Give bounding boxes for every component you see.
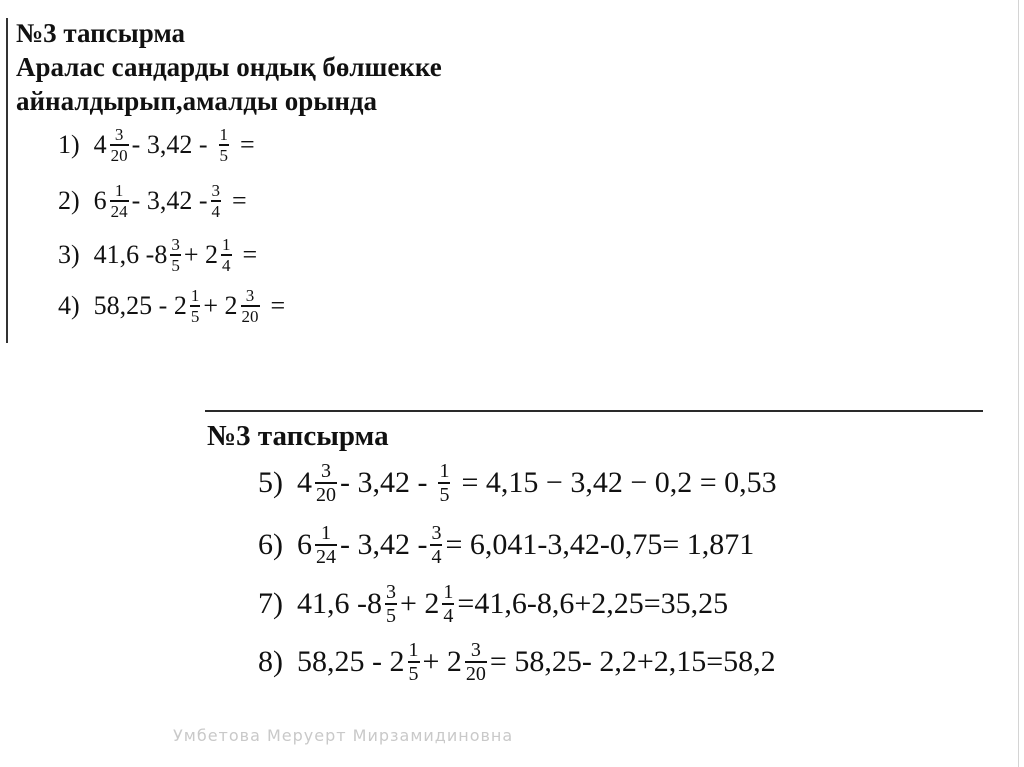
- fraction-numerator: 3: [321, 460, 331, 482]
- fraction-numerator: 3: [211, 181, 220, 200]
- problem-term: + 2: [422, 644, 462, 678]
- problem-index: 7): [258, 586, 283, 620]
- fraction: [315, 461, 337, 505]
- answer-computation: = 4,15 − 3,42 − 0,2 = 0,53: [461, 465, 777, 499]
- fraction: [190, 287, 201, 325]
- problem-term: 41,6 -8: [93, 239, 168, 269]
- fraction: [110, 126, 129, 164]
- fraction-denominator: 20: [465, 662, 486, 685]
- fraction-denominator: 5: [171, 255, 180, 275]
- problem-index: 5): [258, 465, 283, 499]
- fraction-numerator: 3: [245, 286, 255, 305]
- problem-1: [58, 126, 255, 164]
- problem-2: [58, 182, 247, 220]
- problem-term: + 2: [203, 290, 238, 320]
- fraction-denominator: 5: [408, 662, 419, 685]
- problem-index: 2): [58, 185, 80, 215]
- fraction-numerator: 1: [222, 235, 231, 254]
- author-watermark: Умбетова Меруерт Мирзамидиновна: [173, 726, 514, 745]
- answer-7: [258, 582, 728, 626]
- problem-4: [58, 287, 285, 325]
- fraction: [385, 582, 397, 626]
- problem-term: 58,25 - 2: [93, 290, 187, 320]
- fraction-denominator: 5: [439, 483, 450, 506]
- fraction-numerator: 3: [431, 522, 442, 544]
- fraction: [170, 236, 181, 274]
- fraction-denominator: 5: [386, 604, 396, 627]
- answer-8: [258, 640, 776, 684]
- problem-term: - 3,42 -: [131, 129, 208, 159]
- fraction-denominator: 4: [431, 545, 442, 568]
- section-divider: [205, 410, 983, 412]
- fraction: [219, 126, 230, 164]
- fraction: [465, 640, 487, 684]
- fraction-denominator: 20: [316, 483, 336, 506]
- problem-equals: =: [242, 239, 258, 269]
- fraction-denominator: 5: [219, 145, 228, 165]
- problem-term: 4: [297, 465, 312, 499]
- problem-index: 4): [58, 290, 80, 320]
- fraction-denominator: 4: [222, 255, 231, 275]
- fraction: [211, 182, 222, 220]
- answer-5: [258, 461, 777, 505]
- fraction: [430, 523, 442, 567]
- fraction: [408, 640, 420, 684]
- problem-index: 6): [258, 527, 283, 561]
- problem-term: + 2: [183, 239, 219, 269]
- fraction-numerator: 1: [321, 522, 331, 544]
- fraction-numerator: 1: [114, 181, 124, 200]
- fraction: [442, 582, 454, 626]
- answer-computation: = 6,041-3,42-0,75= 1,871: [445, 527, 755, 561]
- task-title: №3 тапсырма: [16, 18, 186, 48]
- fraction: [315, 523, 337, 567]
- problem-term: 58,25 - 2: [297, 644, 405, 678]
- problem-term: + 2: [400, 586, 440, 620]
- slide-right-border: [1018, 0, 1019, 767]
- problem-equals: =: [232, 185, 247, 215]
- fraction-numerator: 3: [386, 581, 396, 603]
- fraction: [110, 182, 129, 220]
- problem-term: - 3,42 -: [340, 527, 428, 561]
- fraction-denominator: 4: [443, 604, 454, 627]
- problem-term: 4: [93, 129, 107, 159]
- instruction-line-2: айналдырып,амалды орында: [16, 86, 378, 116]
- fraction-denominator: 20: [241, 306, 259, 326]
- problem-term: 6: [297, 527, 312, 561]
- answer-computation: = 58,25- 2,2+2,15=58,2: [489, 644, 776, 678]
- fraction-denominator: 24: [110, 201, 128, 221]
- fraction-numerator: 1: [443, 581, 454, 603]
- fraction: [241, 287, 260, 325]
- fraction-denominator: 20: [110, 145, 128, 165]
- fraction-numerator: 3: [171, 235, 180, 254]
- left-margin-bar: [6, 18, 8, 343]
- problem-term: - 3,42 -: [131, 185, 208, 215]
- problem-index: 1): [58, 129, 80, 159]
- problem-term: - 3,42 -: [340, 465, 428, 499]
- problem-term: 6: [93, 185, 107, 215]
- fraction-numerator: 1: [190, 286, 200, 305]
- fraction-numerator: 3: [470, 639, 481, 661]
- answer-6: [258, 523, 754, 567]
- fraction-numerator: 1: [219, 125, 228, 144]
- instruction-line-1: Аралас сандарды ондық бөлшекке: [16, 52, 442, 82]
- answers-title: №3 тапсырма: [207, 420, 389, 452]
- problem-term: 41,6 -8: [297, 586, 382, 620]
- fraction-numerator: 1: [408, 639, 419, 661]
- problem-3: [58, 236, 257, 274]
- problem-equals: =: [270, 290, 286, 320]
- fraction-numerator: 1: [439, 460, 450, 482]
- fraction-denominator: 5: [190, 306, 200, 326]
- fraction: [438, 461, 450, 505]
- fraction-numerator: 3: [114, 125, 124, 144]
- answer-computation: =41,6-8,6+2,25=35,25: [457, 586, 729, 620]
- problem-index: 8): [258, 644, 283, 678]
- problem-index: 3): [58, 239, 80, 269]
- fraction-denominator: 24: [316, 545, 336, 568]
- fraction: [221, 236, 232, 274]
- fraction-denominator: 4: [211, 201, 220, 221]
- problem-equals: =: [240, 129, 255, 159]
